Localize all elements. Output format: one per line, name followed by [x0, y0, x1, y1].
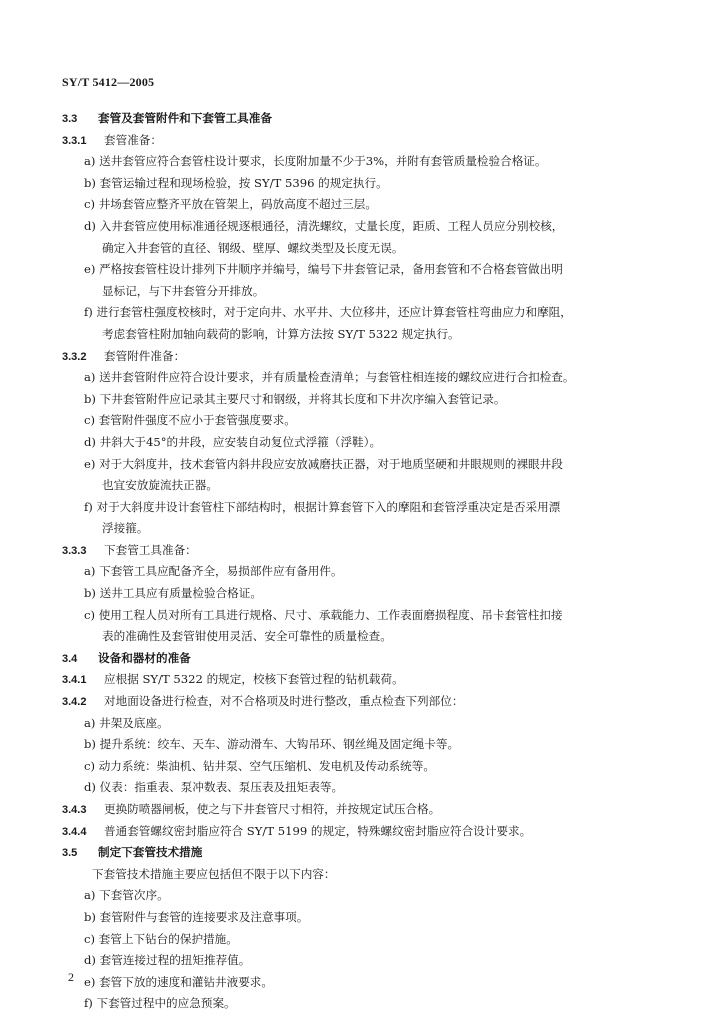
clause-number: 3.4.4 — [62, 825, 87, 838]
clause-number: 3.3.1 — [62, 134, 87, 147]
line-text: 考虑套管柱附加轴向载荷的影响，计算方法按 SY/T 5322 规定执行。 — [102, 326, 460, 341]
line-text: 设备和器材的准备 — [98, 650, 191, 665]
text-line — [62, 497, 662, 519]
text-line — [62, 238, 662, 260]
line-text: 应根据 SY/T 5322 的规定，校核下套管过程的钻机载荷。 — [104, 672, 404, 687]
clause-number: 3.4.1 — [62, 674, 87, 687]
text-line — [62, 626, 662, 648]
line-text: 也宜安放旋流扶正器。 — [102, 478, 218, 493]
clause-number: 3.3.3 — [62, 544, 87, 557]
line-text: f) 对于大斜度井设计套管柱下部结构时，根据计算套管下入的摩阻和套管浮重决定是否采用漂 — [84, 499, 561, 514]
document-body — [62, 108, 662, 1015]
clause-line — [62, 130, 662, 152]
line-text: 套管及套管附件和下套管工具准备 — [98, 111, 272, 125]
line-text: d) 井斜大于45°的井段，应安装自动复位式浮箍（浮鞋）。 — [84, 434, 382, 449]
text-line — [62, 389, 662, 411]
clause-number: 3.3 — [62, 113, 78, 125]
line-text: 浮接箍。 — [102, 521, 149, 536]
line-text: 对地面设备进行检查，对不合格项及时进行整改，重点检查下列部位： — [104, 694, 464, 709]
line-text: 下套管技术措施主要应包括但不限于以下内容： — [92, 866, 336, 881]
clause-line — [62, 799, 662, 821]
section-heading — [62, 648, 662, 670]
line-text: 显标记，与下井套管分开排放。 — [102, 283, 265, 298]
clause-line — [62, 691, 662, 713]
line-text: 制定下套管技术措施 — [98, 845, 203, 860]
line-text: 普通套管螺纹密封脂应符合 SY/T 5199 的规定，特殊螺纹密封脂应符合设计要求。 — [104, 823, 532, 838]
text-line — [62, 194, 662, 216]
line-text: c) 套管上下钻台的保护措施。 — [84, 931, 238, 946]
clause-line — [62, 346, 662, 368]
text-line — [62, 324, 662, 346]
text-line — [62, 561, 662, 583]
clause-number: 3.4.2 — [62, 696, 87, 709]
line-text: e) 套管下放的速度和灌钻井液要求。 — [84, 974, 273, 989]
text-line — [62, 151, 662, 173]
text-line — [62, 518, 662, 540]
section-heading — [62, 108, 662, 130]
line-text: b) 提升系统：绞车、天车、游动滑车、大钩吊环、钢丝绳及固定绳卡等。 — [84, 737, 460, 752]
text-line — [62, 885, 662, 907]
line-text: 更换防喷器闸板，使之与下井套管尺寸相符，并按规定试压合格。 — [104, 802, 441, 816]
line-text: 表的准确性及套管钳使用灵活、安全可靠性的质量检查。 — [102, 629, 392, 644]
standard-number-header: SY/T 5412—2005 — [62, 75, 155, 89]
line-text: a) 送井套管附件应符合设计要求，并有质量检查清单；与套管柱相连接的螺纹应进行合扣检查。 — [84, 370, 575, 385]
text-line — [62, 454, 662, 476]
text-line — [62, 756, 662, 778]
text-line — [62, 713, 662, 735]
line-text: e) 对于大斜度井，技术套管内斜井段应安放减磨扶正器，对于地质坚硬和井眼规则的裸眼井段 — [84, 456, 563, 471]
line-text: d) 仪表：指重表、泵冲数表、泵压表及扭矩表等。 — [84, 780, 344, 795]
line-text: c) 动力系统：柴油机、钻井泵、空气压缩机、发电机及传动系统等。 — [84, 758, 435, 773]
text-line — [62, 475, 662, 497]
text-line — [62, 410, 662, 432]
text-line — [62, 907, 662, 929]
line-text: f) 下套管过程中的应急预案。 — [84, 996, 236, 1011]
text-line — [62, 605, 662, 627]
text-line — [62, 367, 662, 389]
line-text: c) 井场套管应整齐平放在管架上，码放高度不超过三层。 — [84, 197, 377, 212]
line-text: 下套管工具准备： — [104, 542, 197, 557]
text-line — [62, 972, 662, 994]
section-heading — [62, 842, 662, 864]
text-line — [62, 302, 662, 324]
page-number: 2 — [68, 970, 74, 984]
text-line — [62, 173, 662, 195]
clause-number: 3.4.3 — [62, 804, 87, 816]
text-line — [62, 259, 662, 281]
line-text: 套管附件准备： — [104, 348, 186, 363]
text-line — [62, 734, 662, 756]
text-line — [62, 281, 662, 303]
text-line — [62, 777, 662, 799]
line-text: a) 送井套管应符合套管柱设计要求，长度附加量不少于3%，并附有套管质量检验合格证。 — [84, 154, 547, 169]
line-text: a) 井架及底座。 — [84, 715, 169, 730]
text-line — [62, 216, 662, 238]
line-text: d) 套管连接过程的扭矩推荐值。 — [84, 953, 251, 968]
clause-line — [62, 540, 662, 562]
clause-line — [62, 821, 662, 843]
text-line — [62, 864, 662, 886]
line-text: e) 严格按套管柱设计排列下井顺序并编号，编号下井套管记录，备用套管和不合格套管做出明 — [84, 262, 563, 277]
text-line — [62, 950, 662, 972]
line-text: 确定入井套管的直径、钢级、壁厚、螺纹类型及长度无误。 — [102, 240, 404, 255]
line-text: b) 送井工具应有质量检验合格证。 — [84, 586, 262, 601]
clause-line — [62, 669, 662, 691]
line-text: b) 套管附件与套管的连接要求及注意事项。 — [84, 909, 309, 924]
line-text: b) 下井套管附件应记录其主要尺寸和钢级，并将其长度和下井次序编入套管记录。 — [84, 391, 506, 406]
text-line — [62, 993, 662, 1015]
line-text: 套管准备： — [104, 132, 162, 147]
line-text: b) 套管运输过程和现场检验，按 SY/T 5396 的规定执行。 — [84, 175, 388, 190]
text-line — [62, 583, 662, 605]
clause-number: 3.4 — [62, 652, 78, 665]
text-line — [62, 432, 662, 454]
line-text: a) 下套管工具应配备齐全，易损部件应有备用件。 — [84, 564, 343, 579]
line-text: d) 入井套管应使用标准通径规逐根通径，清洗螺纹，丈量长度，距质、工程人员应分别校核， — [84, 218, 564, 233]
text-line — [62, 929, 662, 951]
line-text: c) 套管附件强度不应小于套管强度要求。 — [84, 413, 296, 428]
clause-number: 3.3.2 — [62, 350, 87, 363]
line-text: c) 使用工程人员对所有工具进行规格、尺寸、承载能力、工作表面磨损程度、吊卡套管柱扣接 — [84, 607, 563, 622]
line-text: f) 进行套管柱强度校核时，对于定向井、水平井、大位移井，还应计算套管柱弯曲应力和摩阻， — [84, 305, 572, 320]
line-text: a) 下套管次序。 — [84, 888, 169, 903]
clause-number: 3.5 — [62, 847, 78, 860]
